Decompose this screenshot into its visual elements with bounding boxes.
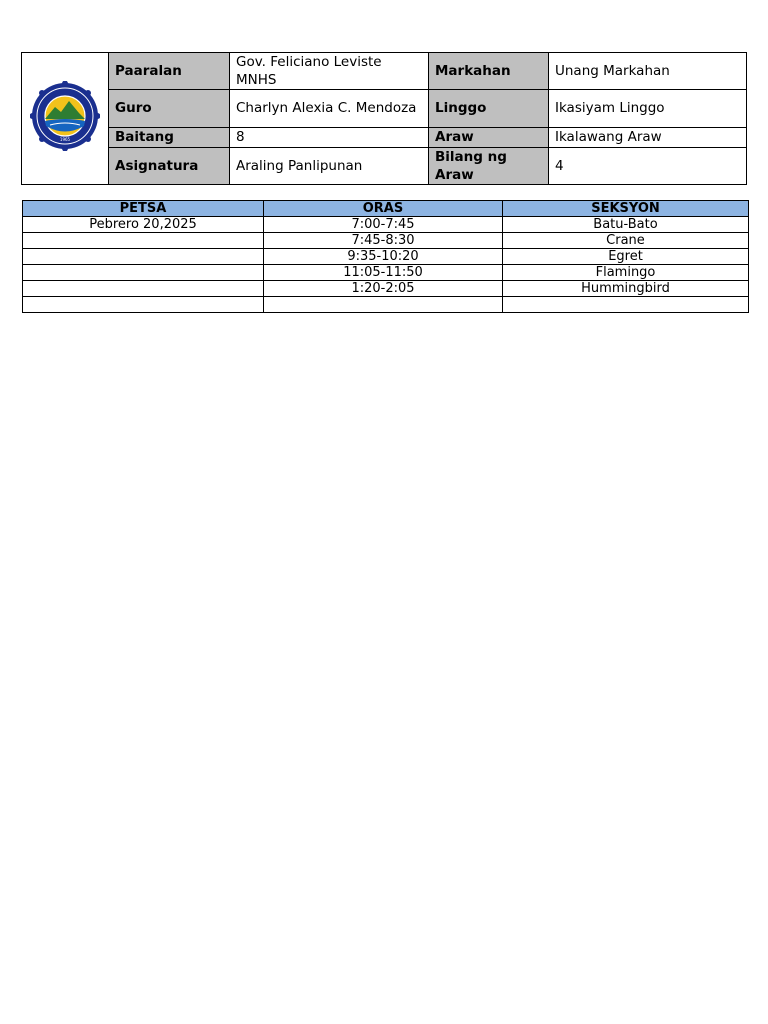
info-row	[22, 53, 747, 90]
label-paaralan: Paaralan	[109, 53, 230, 90]
cell-petsa: Pebrero 20,2025	[23, 217, 264, 233]
school-seal-icon	[30, 81, 100, 151]
info-row	[22, 90, 747, 127]
cell-seksyon: Crane	[503, 233, 749, 249]
table-row	[23, 217, 749, 233]
cell-oras: 9:35-10:20	[264, 249, 503, 265]
value-baitang: 8	[230, 127, 429, 147]
cell-seksyon: Egret	[503, 249, 749, 265]
lesson-info-table	[21, 52, 747, 185]
label-linggo: Linggo	[429, 90, 549, 127]
value-asignatura: Araling Panlipunan	[230, 147, 429, 184]
label-markahan: Markahan	[429, 53, 549, 90]
value-paaralan: Gov. Feliciano Leviste MNHS	[230, 53, 429, 90]
info-row	[22, 147, 747, 184]
cell-oras: 7:00-7:45	[264, 217, 503, 233]
cell-petsa	[23, 249, 264, 265]
value-araw: Ikalawang Araw	[549, 127, 747, 147]
cell-seksyon: Batu-Bato	[503, 217, 749, 233]
table-row	[23, 297, 749, 313]
cell-petsa	[23, 265, 264, 281]
table-row	[23, 281, 749, 297]
table-row	[23, 233, 749, 249]
value-markahan: Unang Markahan	[549, 53, 747, 90]
cell-oras: 1:20-2:05	[264, 281, 503, 297]
value-linggo: Ikasiyam Linggo	[549, 90, 747, 127]
table-row	[23, 249, 749, 265]
schedule-table	[22, 200, 749, 313]
label-baitang: Baitang	[109, 127, 230, 147]
cell-oras: 7:45-8:30	[264, 233, 503, 249]
label-araw: Araw	[429, 127, 549, 147]
cell-oras	[264, 297, 503, 313]
value-bilang-ng-araw: 4	[549, 147, 747, 184]
label-guro: Guro	[109, 90, 230, 127]
svg-text:1965: 1965	[59, 137, 71, 142]
cell-seksyon	[503, 297, 749, 313]
cell-seksyon: Flamingo	[503, 265, 749, 281]
cell-petsa	[23, 281, 264, 297]
column-header-petsa: PETSA	[23, 201, 264, 217]
cell-petsa	[23, 233, 264, 249]
label-bilang-ng-araw: Bilang ng Araw	[429, 147, 549, 184]
label-asignatura: Asignatura	[109, 147, 230, 184]
school-logo	[22, 53, 109, 185]
cell-oras: 11:05-11:50	[264, 265, 503, 281]
column-header-oras: ORAS	[264, 201, 503, 217]
cell-seksyon: Hummingbird	[503, 281, 749, 297]
info-row	[22, 127, 747, 147]
schedule-header-row	[23, 201, 749, 217]
column-header-seksyon: SEKSYON	[503, 201, 749, 217]
cell-petsa	[23, 297, 264, 313]
table-row	[23, 265, 749, 281]
value-guro: Charlyn Alexia C. Mendoza	[230, 90, 429, 127]
